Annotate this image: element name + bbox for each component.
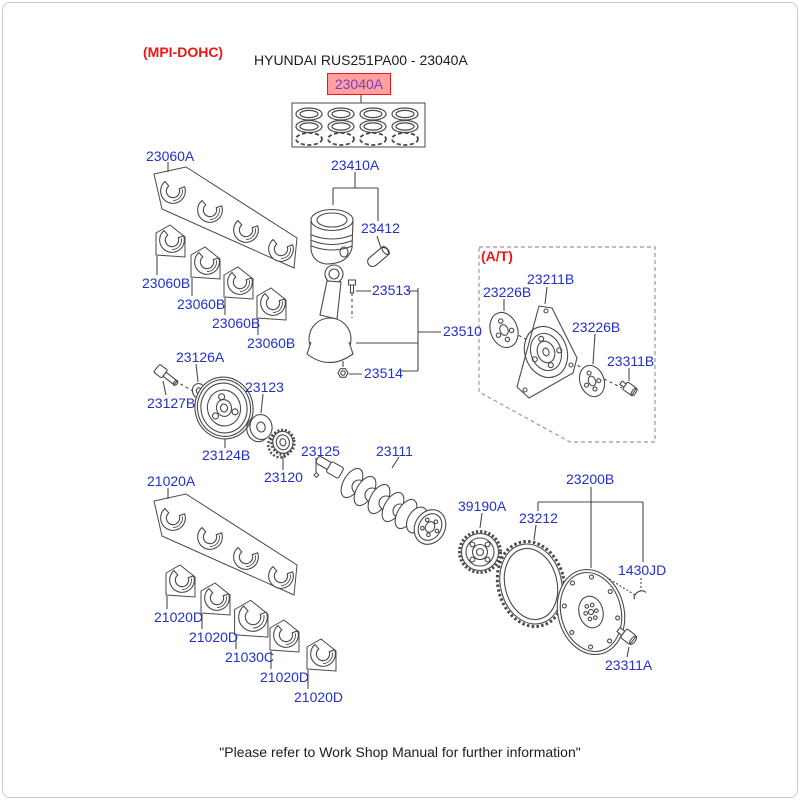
at-group-label: (A/T) — [481, 248, 513, 264]
part-label-21030C[interactable]: 21030C — [225, 649, 275, 665]
part-label-23226B-2[interactable]: 23226B — [572, 319, 621, 335]
upper-main-bearing-group-drawing — [154, 167, 298, 268]
footer-note: "Please refer to Work Shop Manual for further information" — [219, 744, 581, 760]
part-label-23125[interactable]: 23125 — [301, 443, 340, 459]
part-label-23412[interactable]: 23412 — [361, 220, 400, 236]
part-label-23120[interactable]: 23120 — [264, 469, 303, 485]
part-label-21020D-1[interactable]: 21020D — [154, 609, 204, 625]
part-label-23226B-1[interactable]: 23226B — [483, 284, 532, 300]
part-label-23514[interactable]: 23514 — [364, 365, 403, 381]
page-title: HYUNDAI RUS251PA00 - 23040A — [254, 52, 468, 68]
connecting-rod-drawing — [307, 265, 356, 377]
crankshaft-drawing — [315, 456, 452, 551]
piston-drawing — [311, 210, 353, 265]
part-label-23311B[interactable]: 23311B — [607, 353, 655, 369]
part-label-23510[interactable]: 23510 — [443, 323, 482, 339]
part-label-23060B-2[interactable]: 23060B — [177, 296, 226, 312]
part-label-21020A[interactable]: 21020A — [147, 473, 196, 489]
part-label-21020D-2[interactable]: 21020D — [189, 629, 239, 645]
part-label-23410A[interactable]: 23410A — [331, 157, 380, 173]
part-label-23124B[interactable]: 23124B — [202, 447, 251, 463]
part-label-23060A[interactable]: 23060A — [146, 148, 195, 164]
part-label-23060B-1[interactable]: 23060B — [142, 275, 191, 291]
part-label-23211B[interactable]: 23211B — [527, 271, 575, 287]
sensor-wheel-drawing — [460, 532, 501, 573]
part-label-23123[interactable]: 23123 — [245, 379, 284, 395]
part-label-23060B-4[interactable]: 23060B — [247, 335, 296, 351]
part-label-39190A[interactable]: 39190A — [458, 498, 507, 514]
piston-ring-set-drawing — [292, 103, 425, 147]
part-label-23513[interactable]: 23513 — [372, 282, 411, 298]
highlighted-part-number: 23040A — [334, 76, 384, 92]
part-label-23212[interactable]: 23212 — [519, 510, 558, 526]
part-label-21020D-4[interactable]: 21020D — [294, 689, 344, 705]
dowel-clip-drawing — [634, 591, 646, 599]
piston-pin-drawing — [366, 245, 391, 268]
woodruff-key-drawing — [314, 473, 319, 478]
part-label-23200B[interactable]: 23200B — [566, 471, 615, 487]
part-label-23127B[interactable]: 23127B — [147, 395, 196, 411]
part-label-21020D-3[interactable]: 21020D — [260, 669, 310, 685]
part-label-23126A[interactable]: 23126A — [176, 349, 225, 365]
highlighted-part-callout[interactable] — [327, 73, 391, 95]
engine-variant-label: (MPI-DOHC) — [143, 44, 224, 60]
part-label-23311A[interactable]: 23311A — [605, 657, 653, 673]
part-label-1430JD[interactable]: 1430JD — [618, 562, 667, 578]
part-label-23111[interactable]: 23111 — [376, 443, 413, 459]
part-label-23060B-3[interactable]: 23060B — [212, 315, 261, 331]
